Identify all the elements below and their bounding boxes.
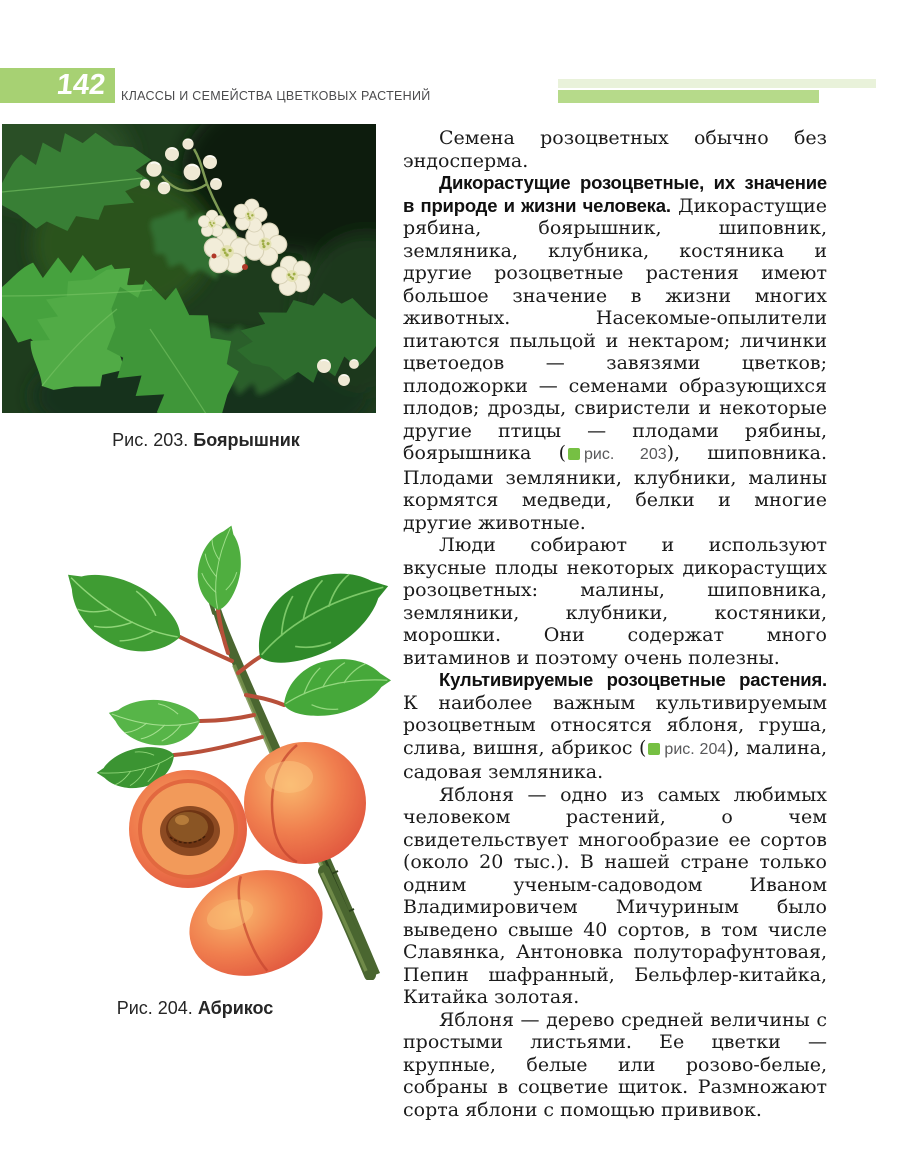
apricot-fruit-half xyxy=(129,770,247,888)
figure-reference-204 xyxy=(646,737,726,759)
apricot-fruit-whole-right xyxy=(244,742,366,864)
page-number: 142 xyxy=(54,69,107,101)
figure-label: Рис. 204. xyxy=(116,998,193,1018)
paragraph-text: ), малина, садовая земляника. xyxy=(403,736,828,783)
figure-reference-203 xyxy=(566,442,667,464)
paragraph-apple-tree xyxy=(403,1009,827,1122)
paragraph-wild-rosaceae xyxy=(403,172,827,534)
paragraph-cultivated-rosaceae xyxy=(403,669,827,784)
figure-203-hawthorn-photo xyxy=(2,124,376,413)
figure-ref-label: рис. 203 xyxy=(584,446,667,463)
apricot-illustration-image xyxy=(48,515,404,980)
header-accent-bar-light xyxy=(558,79,876,88)
paragraph-text: Семена розоцветных обычно без эндосперма. xyxy=(403,127,827,172)
running-header: КЛАССЫ И СЕМЕЙСТВА ЦВЕТКОВЫХ РАСТЕНИЙ xyxy=(121,89,431,103)
figure-label: Рис. 203. xyxy=(112,430,189,450)
paragraph-apple-varieties xyxy=(403,784,827,1009)
header-accent-bar xyxy=(558,90,819,103)
paragraph-text: Яблоня — одно из самых любимых человеком растений, о чем свидетельствует многообразие ее сортов (около 20 тыс.). В нашей стране только одним ученым-садоводом Иваном Владимировичем Мичуриным было выведено свыше 40 сортов, в том числе Славянка, Антоновка полуторафунтовая, Пепин шафранный, Бельфлер-китайка, Китайка золотая. xyxy=(403,783,827,1008)
body-text-column xyxy=(403,127,827,1121)
run-in-heading: Дикорастущие розоцветные, их значение в природе и жизни человека. xyxy=(403,172,827,216)
run-in-heading: Культивируемые розоцветные растения. xyxy=(439,669,827,690)
figure-204-caption xyxy=(0,998,390,1019)
paragraph-berries xyxy=(403,534,827,669)
hawthorn-photo-image xyxy=(2,124,376,413)
figure-title: Боярышник xyxy=(193,430,300,450)
figure-ref-label: рис. 204 xyxy=(664,740,727,758)
figure-204-apricot-drawing xyxy=(48,515,404,980)
paragraph-text: Дикорастущие рябина, боярышник, шиповник, земляника, клубника, костяника и другие розоцветные растения имеют большое значение в жизни многих животных. Насекомые-опылители питаются пыльцой и нектаром; личинки цветоедов — завязями цветков; плодожорки — семенами образующихся плодов; дрозды, свиристели и некоторые другие птицы — плодами рябины, боярышника ( xyxy=(403,194,828,464)
paragraph-text: Люди собирают и используют вкусные плоды некоторых дикорастущих розоцветных: малины, шиповника, земляники, клубники, костяники, морошки. Они содержат много витаминов и поэтому очень полезны. xyxy=(403,534,827,669)
figure-title: Абрикос xyxy=(197,998,274,1018)
paragraph-text: К наиболее важным культивируемым розоцветным относятся яблоня, груша, слива, вишня, абрикос ( xyxy=(403,691,827,759)
page-number-badge xyxy=(0,68,115,103)
paragraph-seeds xyxy=(403,127,827,172)
figure-ref-square-icon xyxy=(648,743,660,755)
paragraph-text: ), шиповника. Плодами земляники, клубники, малины кормятся медведи, белки и многие другие животные. xyxy=(403,442,828,534)
figure-ref-square-icon xyxy=(568,448,580,460)
paragraph-text: Яблоня — дерево средней величины с простыми листьями. Ее цветки — крупные, белые или розово-белые, собраны в соцветие щиток. Размножают сорта яблони с помощью прививок. xyxy=(403,1008,827,1121)
figure-203-caption xyxy=(0,430,412,451)
